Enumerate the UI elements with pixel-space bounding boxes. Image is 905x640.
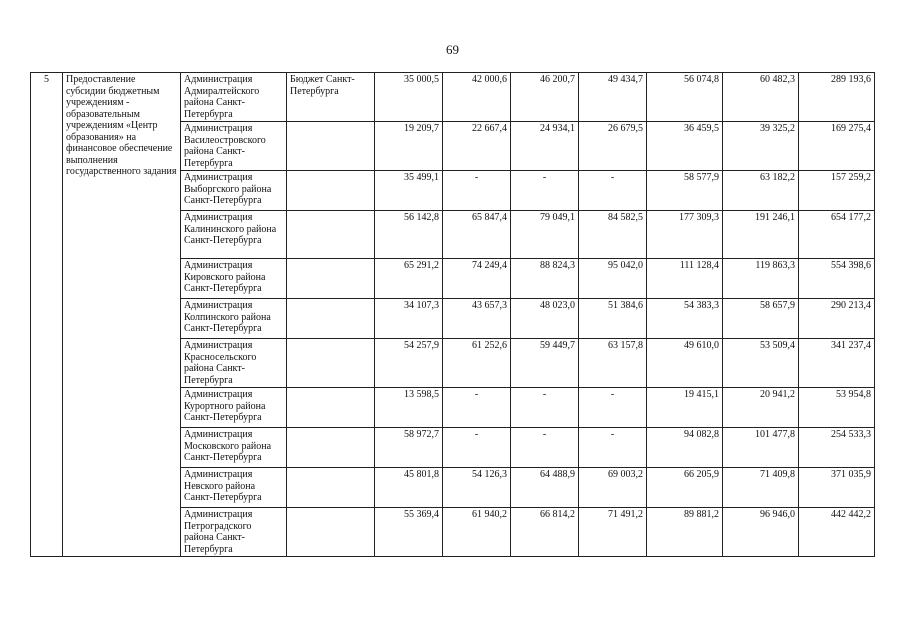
value-cell: -	[511, 428, 579, 468]
budget-source-cell	[287, 388, 375, 428]
total-cell: 341 237,4	[799, 339, 875, 388]
value-cell: 58 577,9	[647, 171, 723, 211]
total-cell: 157 259,2	[799, 171, 875, 211]
value-cell: 56 074,8	[647, 73, 723, 122]
value-cell: -	[443, 171, 511, 211]
subsidy-table	[30, 72, 875, 557]
budget-source-cell	[287, 508, 375, 557]
value-cell: 34 107,3	[375, 299, 443, 339]
value-cell: 65 291,2	[375, 259, 443, 299]
budget-source-cell	[287, 171, 375, 211]
total-cell: 53 954,8	[799, 388, 875, 428]
value-cell: 69 003,2	[579, 468, 647, 508]
value-cell: 74 249,4	[443, 259, 511, 299]
value-cell: 53 509,4	[723, 339, 799, 388]
value-cell: 35 499,1	[375, 171, 443, 211]
value-cell: -	[511, 388, 579, 428]
total-cell: 254 533,3	[799, 428, 875, 468]
total-cell: 654 177,2	[799, 211, 875, 259]
administration-cell: Администрация Невского района Санкт-Петербурга	[181, 468, 287, 508]
value-cell: 66 205,9	[647, 468, 723, 508]
value-cell: 111 128,4	[647, 259, 723, 299]
value-cell: -	[511, 171, 579, 211]
value-cell: 45 801,8	[375, 468, 443, 508]
value-cell: 61 252,6	[443, 339, 511, 388]
value-cell: -	[579, 388, 647, 428]
value-cell: 24 934,1	[511, 122, 579, 171]
value-cell: 71 491,2	[579, 508, 647, 557]
value-cell: 56 142,8	[375, 211, 443, 259]
total-cell: 289 193,6	[799, 73, 875, 122]
total-cell: 554 398,6	[799, 259, 875, 299]
value-cell: 54 257,9	[375, 339, 443, 388]
administration-cell: Администрация Колпинского района Санкт-Петербурга	[181, 299, 287, 339]
administration-cell: Администрация Московского района Санкт-Петербурга	[181, 428, 287, 468]
value-cell: 46 200,7	[511, 73, 579, 122]
value-cell: 19 415,1	[647, 388, 723, 428]
total-cell: 371 035,9	[799, 468, 875, 508]
value-cell: 89 881,2	[647, 508, 723, 557]
value-cell: -	[579, 171, 647, 211]
value-cell: 177 309,3	[647, 211, 723, 259]
budget-source-cell	[287, 122, 375, 171]
value-cell: 22 667,4	[443, 122, 511, 171]
value-cell: 94 082,8	[647, 428, 723, 468]
value-cell: 19 209,7	[375, 122, 443, 171]
value-cell: -	[579, 428, 647, 468]
value-cell: 13 598,5	[375, 388, 443, 428]
total-cell: 169 275,4	[799, 122, 875, 171]
page-number: 69	[446, 42, 459, 57]
value-cell: 54 126,3	[443, 468, 511, 508]
administration-cell: Администрация Выборгского района Санкт-Петербурга	[181, 171, 287, 211]
value-cell: 79 049,1	[511, 211, 579, 259]
budget-source-cell	[287, 468, 375, 508]
administration-cell: Администрация Петроградского района Санкт-Петербурга	[181, 508, 287, 557]
budget-source-cell: Бюджет Санкт-Петербурга	[287, 73, 375, 122]
value-cell: 55 369,4	[375, 508, 443, 557]
budget-source-cell	[287, 211, 375, 259]
budget-source-cell	[287, 299, 375, 339]
value-cell: 61 940,2	[443, 508, 511, 557]
value-cell: 119 863,3	[723, 259, 799, 299]
value-cell: 49 434,7	[579, 73, 647, 122]
administration-cell: Администрация Адмиралтейского района Санкт-Петербурга	[181, 73, 287, 122]
budget-source-cell	[287, 259, 375, 299]
value-cell: 95 042,0	[579, 259, 647, 299]
value-cell: 191 246,1	[723, 211, 799, 259]
administration-cell: Администрация Курортного района Санкт-Петербурга	[181, 388, 287, 428]
value-cell: 66 814,2	[511, 508, 579, 557]
value-cell: -	[443, 428, 511, 468]
administration-cell: Администрация Кировского района Санкт-Петербурга	[181, 259, 287, 299]
value-cell: -	[443, 388, 511, 428]
value-cell: 54 383,3	[647, 299, 723, 339]
value-cell: 60 482,3	[723, 73, 799, 122]
value-cell: 96 946,0	[723, 508, 799, 557]
budget-source-cell	[287, 428, 375, 468]
table-body	[31, 73, 875, 557]
administration-cell: Администрация Василеостровского района Санкт-Петербурга	[181, 122, 287, 171]
value-cell: 59 449,7	[511, 339, 579, 388]
value-cell: 65 847,4	[443, 211, 511, 259]
value-cell: 64 488,9	[511, 468, 579, 508]
value-cell: 101 477,8	[723, 428, 799, 468]
value-cell: 58 972,7	[375, 428, 443, 468]
value-cell: 84 582,5	[579, 211, 647, 259]
value-cell: 88 824,3	[511, 259, 579, 299]
value-cell: 63 157,8	[579, 339, 647, 388]
administration-cell: Администрация Красносельского района Санкт-Петербурга	[181, 339, 287, 388]
value-cell: 51 384,6	[579, 299, 647, 339]
value-cell: 36 459,5	[647, 122, 723, 171]
total-cell: 290 213,4	[799, 299, 875, 339]
budget-source-cell	[287, 339, 375, 388]
value-cell: 43 657,3	[443, 299, 511, 339]
value-cell: 42 000,6	[443, 73, 511, 122]
value-cell: 71 409,8	[723, 468, 799, 508]
value-cell: 20 941,2	[723, 388, 799, 428]
total-cell: 442 442,2	[799, 508, 875, 557]
value-cell: 39 325,2	[723, 122, 799, 171]
value-cell: 48 023,0	[511, 299, 579, 339]
value-cell: 35 000,5	[375, 73, 443, 122]
value-cell: 58 657,9	[723, 299, 799, 339]
table-row	[31, 73, 875, 122]
value-cell: 49 610,0	[647, 339, 723, 388]
value-cell: 26 679,5	[579, 122, 647, 171]
administration-cell: Администрация Калининского района Санкт-Петербурга	[181, 211, 287, 259]
item-number: 5	[31, 73, 63, 557]
value-cell: 63 182,2	[723, 171, 799, 211]
purpose-cell: Предоставление субсидии бюджетным учреждениям - образовательным учреждениям «Центр образования» на финансовое обеспечение выполнения государственного задания	[63, 73, 181, 557]
